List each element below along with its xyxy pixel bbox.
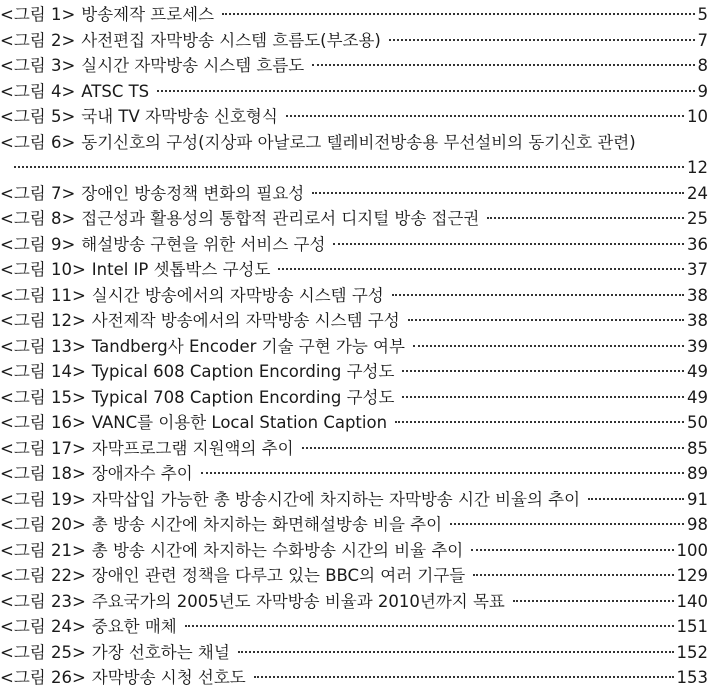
figure-label: <그림 18> bbox=[0, 464, 86, 483]
figure-title: Intel IP 셋톱박스 구성도 bbox=[91, 260, 271, 279]
page-number: 38 bbox=[687, 311, 708, 330]
toc-entry-12[interactable] bbox=[0, 308, 708, 334]
figure-title: 가장 선호하는 채널 bbox=[91, 642, 230, 662]
dot-leader bbox=[413, 345, 684, 347]
figure-title: 동기신호의 구성(지상파 아날로그 텔레비전방송용 무선설비의 동기신호 관련) bbox=[81, 132, 636, 152]
toc-entry-2[interactable] bbox=[0, 28, 708, 54]
figure-label: <그림 24> bbox=[0, 617, 86, 636]
toc-entry-17[interactable] bbox=[0, 436, 708, 462]
figure-label: <그림 6> bbox=[0, 132, 76, 152]
figure-title: 장애자수 추이 bbox=[91, 464, 193, 483]
page-number: 7 bbox=[697, 30, 708, 50]
figure-title: 방송제작 프로세스 bbox=[81, 5, 215, 24]
page-number: 39 bbox=[687, 336, 708, 356]
figure-title: 국내 TV 자막방송 신호형식 bbox=[81, 107, 278, 126]
dot-leader bbox=[157, 90, 694, 92]
toc-entry-14[interactable] bbox=[0, 359, 708, 385]
dot-leader bbox=[14, 166, 684, 168]
figure-title: 해설방송 구현을 위한 서비스 구성 bbox=[81, 234, 326, 254]
page-number: 152 bbox=[676, 642, 708, 662]
figure-label: <그림 15> bbox=[0, 387, 86, 407]
figure-label: <그림 25> bbox=[0, 642, 86, 662]
figure-title: Typical 708 Caption Encording 구성도 bbox=[91, 387, 395, 407]
figure-label: <그림 14> bbox=[0, 362, 86, 381]
dot-leader bbox=[588, 498, 684, 500]
figure-label: <그림 16> bbox=[0, 413, 86, 432]
toc-entry-6-continuation[interactable] bbox=[0, 155, 708, 181]
dot-leader bbox=[278, 268, 684, 270]
page-number: 36 bbox=[687, 234, 708, 254]
page-number: 8 bbox=[697, 56, 708, 75]
toc-entry-6[interactable] bbox=[0, 130, 708, 156]
page-number: 25 bbox=[687, 209, 708, 228]
toc-entry-1[interactable] bbox=[0, 2, 708, 28]
toc-entry-25[interactable] bbox=[0, 640, 708, 666]
figure-label: <그림 13> bbox=[0, 336, 86, 356]
figure-title: VANC를 이용한 Local Station Caption bbox=[91, 413, 388, 432]
list-of-figures bbox=[0, 2, 708, 691]
page-number: 24 bbox=[687, 183, 708, 203]
figure-label: <그림 8> bbox=[0, 209, 76, 228]
page-number: 49 bbox=[687, 387, 708, 407]
figure-title: 장애인 관련 정책을 다루고 있는 BBC의 여러 기구들 bbox=[91, 566, 466, 585]
toc-entry-9[interactable] bbox=[0, 232, 708, 258]
figure-title: ATSC TS bbox=[81, 81, 150, 101]
dot-leader bbox=[302, 447, 684, 449]
figure-title: 사전편집 자막방송 시스템 흐름도(부조용) bbox=[81, 30, 381, 50]
toc-entry-7[interactable] bbox=[0, 181, 708, 207]
figure-label: <그림 22> bbox=[0, 566, 86, 585]
figure-title: 주요국가의 2005년도 자막방송 비율과 2010년까지 목표 bbox=[91, 591, 505, 611]
figure-label: <그림 1> bbox=[0, 5, 76, 24]
figure-title: 자막프로그램 지원액의 추이 bbox=[91, 438, 294, 458]
figure-label: <그림 10> bbox=[0, 260, 86, 279]
dot-leader bbox=[222, 13, 694, 15]
figure-label: <그림 21> bbox=[0, 540, 86, 560]
toc-entry-16[interactable] bbox=[0, 410, 708, 436]
figure-title: 접근성과 활용성의 통합적 관리로서 디지털 방송 접근권 bbox=[81, 209, 480, 228]
figure-title: 장애인 방송정책 변화의 필요성 bbox=[81, 183, 305, 203]
figure-label: <그림 3> bbox=[0, 56, 76, 75]
page-number: 50 bbox=[687, 413, 708, 432]
page-number: 37 bbox=[687, 260, 708, 279]
toc-entry-15[interactable] bbox=[0, 385, 708, 411]
figure-title: 자막방송 시청 선호도 bbox=[91, 668, 246, 687]
toc-entry-21[interactable] bbox=[0, 538, 708, 564]
toc-entry-20[interactable] bbox=[0, 512, 708, 538]
figure-label: <그림 5> bbox=[0, 107, 76, 126]
toc-entry-3[interactable] bbox=[0, 53, 708, 79]
page-number: 12 bbox=[687, 158, 708, 177]
dot-leader bbox=[408, 319, 684, 321]
figure-title: 총 방송 시간에 차지하는 수화방송 시간의 비율 추이 bbox=[91, 540, 464, 560]
page-number: 9 bbox=[697, 81, 708, 101]
toc-entry-13[interactable] bbox=[0, 334, 708, 360]
figure-label: <그림 26> bbox=[0, 668, 86, 687]
page-number: 91 bbox=[687, 489, 708, 509]
figure-label: <그림 7> bbox=[0, 183, 76, 203]
figure-label: <그림 23> bbox=[0, 591, 86, 611]
toc-entry-8[interactable] bbox=[0, 206, 708, 232]
toc-entry-24[interactable] bbox=[0, 614, 708, 640]
dot-leader bbox=[395, 421, 684, 423]
page-number: 38 bbox=[687, 285, 708, 305]
toc-entry-4[interactable] bbox=[0, 79, 708, 105]
page-number: 10 bbox=[687, 107, 708, 126]
dot-leader bbox=[254, 676, 674, 678]
page-number: 140 bbox=[676, 591, 708, 611]
dot-leader bbox=[473, 574, 673, 576]
figure-title: 실시간 자막방송 시스템 흐름도 bbox=[81, 56, 305, 75]
figure-label: <그림 20> bbox=[0, 515, 86, 534]
figure-label: <그림 2> bbox=[0, 30, 76, 50]
dot-leader bbox=[513, 600, 674, 602]
dot-leader bbox=[312, 192, 684, 194]
page-number: 129 bbox=[676, 566, 708, 585]
page-number: 151 bbox=[676, 617, 708, 636]
dot-leader bbox=[402, 370, 684, 372]
page-number: 5 bbox=[697, 5, 708, 24]
toc-entry-18[interactable] bbox=[0, 461, 708, 487]
toc-entry-11[interactable] bbox=[0, 283, 708, 309]
toc-entry-23[interactable] bbox=[0, 589, 708, 615]
toc-entry-19[interactable] bbox=[0, 487, 708, 513]
figure-label: <그림 11> bbox=[0, 285, 86, 305]
figure-title: 중요한 매체 bbox=[91, 617, 177, 636]
dot-leader bbox=[471, 549, 673, 551]
toc-entry-10[interactable] bbox=[0, 257, 708, 283]
figure-title: Tandberg사 Encoder 기술 구현 가능 여부 bbox=[91, 336, 405, 356]
dot-leader bbox=[185, 625, 674, 627]
figure-label: <그림 9> bbox=[0, 234, 76, 254]
page-number: 100 bbox=[676, 540, 708, 560]
dot-leader bbox=[450, 523, 684, 525]
page-number: 49 bbox=[687, 362, 708, 381]
dot-leader bbox=[392, 294, 684, 296]
figure-label: <그림 19> bbox=[0, 489, 86, 509]
figure-title: 사전제작 방송에서의 자막방송 시스템 구성 bbox=[91, 311, 400, 330]
page-number: 153 bbox=[676, 668, 708, 687]
page-number: 89 bbox=[687, 464, 708, 483]
figure-title: 총 방송 시간에 차지하는 화면해설방송 비을 추이 bbox=[91, 515, 443, 534]
figure-title: 실시간 방송에서의 자막방송 시스템 구성 bbox=[91, 285, 384, 305]
dot-leader bbox=[312, 64, 694, 66]
figure-title: 자막삽입 가능한 총 방송시간에 차지하는 자막방송 시간 비율의 추이 bbox=[91, 489, 581, 509]
dot-leader bbox=[389, 39, 695, 41]
dot-leader bbox=[238, 651, 674, 653]
dot-leader bbox=[286, 115, 684, 117]
toc-entry-22[interactable] bbox=[0, 563, 708, 589]
page-number: 98 bbox=[687, 515, 708, 534]
figure-title: Typical 608 Caption Encording 구성도 bbox=[91, 362, 395, 381]
figure-label: <그림 12> bbox=[0, 311, 86, 330]
page-number: 85 bbox=[687, 438, 708, 458]
figure-label: <그림 17> bbox=[0, 438, 86, 458]
dot-leader bbox=[402, 396, 684, 398]
dot-leader bbox=[201, 472, 684, 474]
toc-entry-5[interactable] bbox=[0, 104, 708, 130]
figure-label: <그림 4> bbox=[0, 81, 76, 101]
dot-leader bbox=[487, 217, 684, 219]
dot-leader bbox=[333, 243, 684, 245]
